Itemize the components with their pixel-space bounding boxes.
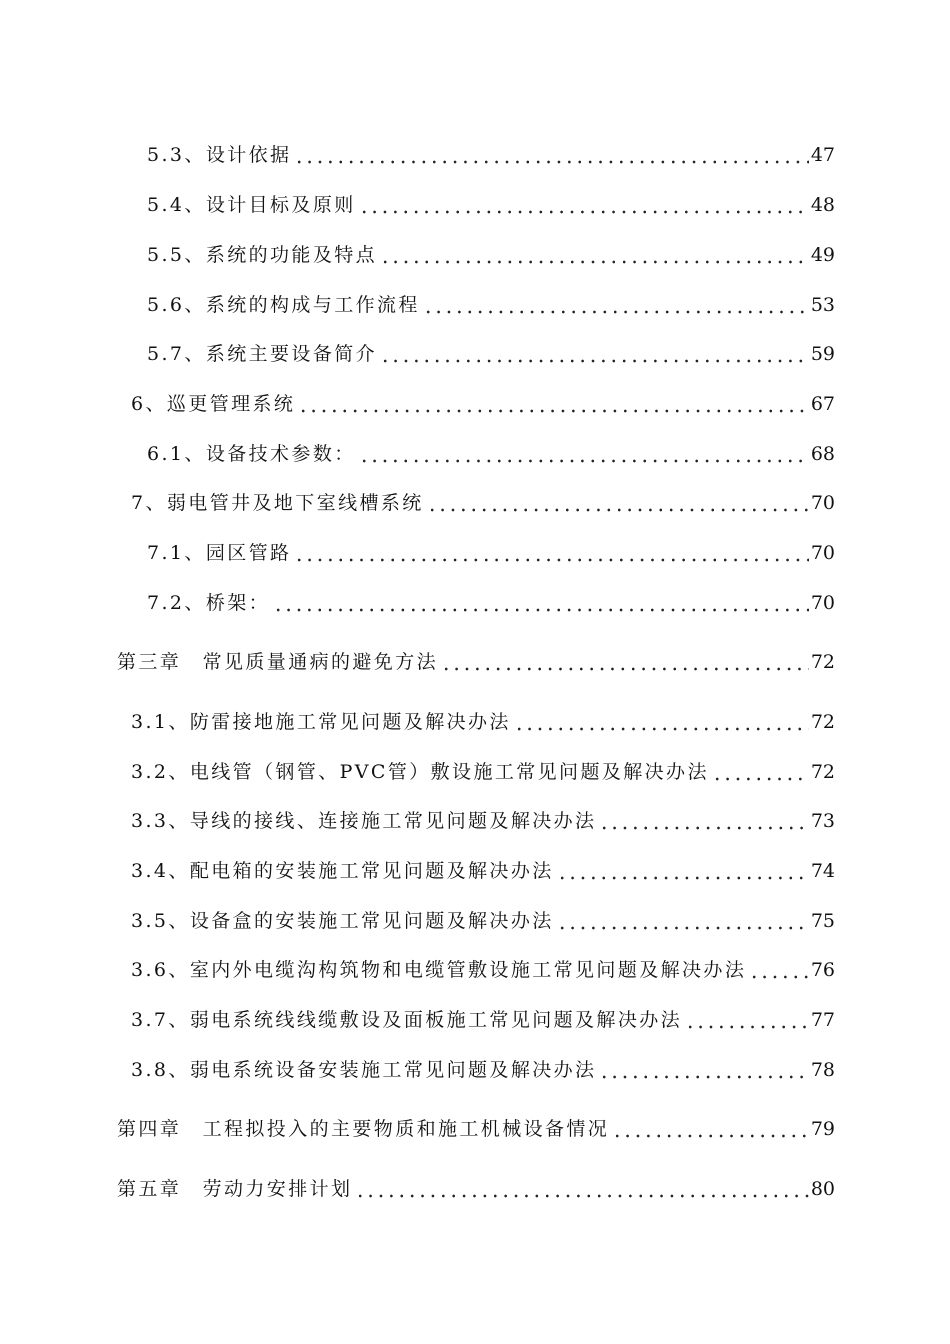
toc-entry-title: 7、弱电管井及地下室线槽系统 [131,492,424,514]
toc-entry-page-number: 80 [810,1178,835,1200]
toc-entry-page-number: 53 [810,294,835,316]
toc-entry-page-number: 70 [810,542,835,564]
toc-dot-leader [358,442,809,466]
toc-entry[interactable] [147,137,835,167]
toc-dot-leader [598,1058,808,1082]
toc-entry-title: 5.4、设计目标及原则 [147,194,356,216]
toc-entry-title: 6.1、设备技术参数： [147,443,356,465]
toc-entry-page-number: 72 [810,711,835,733]
toc-entry[interactable] [131,386,835,416]
toc-entry[interactable] [147,187,835,217]
toc-entry-title: 7.1、园区管路 [147,542,292,564]
toc-entry-title: 7.2、桥架： [147,592,271,614]
toc-entry-page-number: 76 [810,959,835,981]
toc-entry[interactable] [131,952,835,982]
toc-entry-page-number: 73 [810,810,835,832]
toc-entry-title: 5.6、系统的构成与工作流程 [147,294,420,316]
toc-entry[interactable] [131,853,835,883]
toc-entry-page-number: 72 [810,761,835,783]
toc-entry-page-number: 77 [810,1009,835,1031]
toc-entry-page-number: 47 [810,144,835,166]
toc-entry-page-number: 67 [810,393,835,415]
toc-entry[interactable] [147,237,835,267]
toc-dot-leader [293,541,808,565]
toc-entry-page-number: 49 [810,244,835,266]
toc-dot-leader [297,392,809,416]
toc-entry-title: 3.6、室内外电缆沟构筑物和电缆管敷设施工常见问题及解决办法 [131,959,747,981]
toc-entry-page-number: 59 [810,343,835,365]
toc-entry-page-number: 68 [810,443,835,465]
toc-dot-leader [684,1008,809,1032]
toc-entry-title: 3.4、配电箱的安装施工常见问题及解决办法 [131,860,554,882]
toc-entry-title: 5.3、设计依据 [147,144,292,166]
toc-dot-leader [611,1117,809,1141]
toc-entry-title: 3.3、导线的接线、连接施工常见问题及解决办法 [131,810,597,832]
toc-entry[interactable] [147,287,835,317]
toc-entry[interactable] [131,1052,835,1082]
toc-dot-leader [598,809,808,833]
toc-entry[interactable] [147,535,835,565]
toc-dot-leader [358,193,809,217]
toc-entry-title: 第三章 常见质量通病的避免方法 [117,651,439,673]
toc-entry[interactable] [117,1111,835,1141]
toc-entry-page-number: 74 [810,860,835,882]
toc-entry-title: 3.5、设备盒的安装施工常见问题及解决办法 [131,910,554,932]
toc-entry-page-number: 79 [810,1118,835,1140]
toc-entry[interactable] [117,1171,835,1201]
toc-dot-leader [556,859,809,883]
toc-dot-leader [426,491,809,515]
toc-entry-page-number: 70 [810,592,835,614]
toc-dot-leader [379,243,809,267]
toc-entry-title: 3.1、防雷接地施工常见问题及解决办法 [131,711,511,733]
toc-entry[interactable] [131,704,835,734]
toc-dot-leader [513,710,809,734]
toc-entry-title: 3.2、电线管（钢管、PVC管）敷设施工常见问题及解决办法 [131,761,709,783]
toc-entry[interactable] [131,1002,835,1032]
toc-entry-title: 第四章 工程拟投入的主要物质和施工机械设备情况 [117,1118,610,1140]
toc-entry-title: 6、巡更管理系统 [131,393,296,415]
toc-dot-leader [422,293,809,317]
toc-entry-title: 3.7、弱电系统线线缆敷设及面板施工常见问题及解决办法 [131,1009,683,1031]
toc-entry-page-number: 72 [810,651,835,673]
toc-entry-title: 5.7、系统主要设备简介 [147,343,378,365]
toc-dot-leader [354,1177,808,1201]
toc-entry[interactable] [147,336,835,366]
toc-entry[interactable] [131,485,835,515]
toc-entry[interactable] [131,803,835,833]
toc-entry-page-number: 78 [810,1059,835,1081]
toc-entry-page-number: 48 [810,194,835,216]
toc-dot-leader [556,909,809,933]
toc-entry[interactable] [147,585,835,615]
toc-entry-page-number: 70 [810,492,835,514]
toc-entry[interactable] [147,436,835,466]
toc-dot-leader [711,760,809,784]
toc-dot-leader [379,342,809,366]
toc-entry[interactable] [131,754,835,784]
toc-entry[interactable] [131,903,835,933]
toc-dot-leader [440,650,809,674]
toc-entry[interactable] [117,644,835,674]
toc-dot-leader [748,958,809,982]
toc-dot-leader [272,591,809,615]
toc-dot-leader [293,143,808,167]
toc-entry-title: 第五章 劳动力安排计划 [117,1178,353,1200]
toc-entry-page-number: 75 [810,910,835,932]
toc-entry-title: 5.5、系统的功能及特点 [147,244,378,266]
toc-entry-title: 3.8、弱电系统设备安装施工常见问题及解决办法 [131,1059,597,1081]
